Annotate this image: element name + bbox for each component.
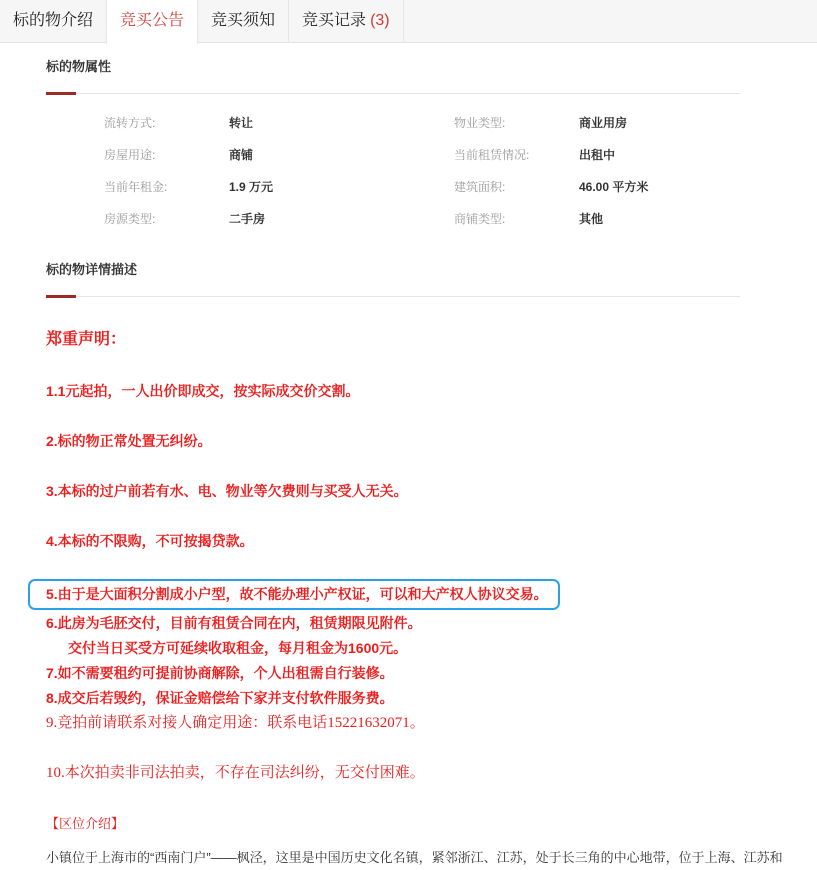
attr-value: 二手房: [229, 211, 266, 226]
tab-auction-announcement[interactable]: 竞买公告: [106, 0, 198, 44]
tab-bid-records-count: (3): [370, 12, 390, 29]
location-section-heading: 【区位介绍】: [46, 816, 125, 831]
attr-label: 流转方式:: [104, 115, 156, 130]
attributes-section-title: 标的物属性: [46, 59, 112, 74]
declaration-item-1: 1.1元起拍，一人出价即成交，按实际成交价交割。: [46, 383, 360, 399]
attr-label: 当前租赁情况:: [454, 147, 530, 162]
table-row: [104, 202, 817, 234]
attr-label: 建筑面积:: [454, 179, 506, 194]
attr-value: 1.9 万元: [229, 179, 274, 194]
table-row: [104, 170, 817, 202]
declaration-item-7: 7.如不需要租约可提前协商解除，个人出租需自行装修。: [46, 665, 394, 681]
attr-value: 商业用房: [579, 115, 628, 130]
attr-label: 房源类型:: [104, 211, 156, 226]
table-row: [104, 138, 817, 170]
attr-current-lease-status: [454, 146, 804, 163]
tab-bar: [0, 0, 817, 43]
attr-value: 转让: [229, 115, 254, 130]
attr-annual-rent: [104, 178, 454, 195]
attr-property-type: [454, 114, 804, 131]
attr-label: 商铺类型:: [454, 211, 506, 226]
attr-value: 其他: [579, 211, 604, 226]
section-divider-accent: [46, 295, 76, 298]
declaration-list: [46, 327, 817, 836]
section-divider: [46, 296, 740, 297]
declaration-item-3: 3.本标的过户前若有水、电、物业等欠费则与买受人无关。: [46, 483, 408, 499]
section-divider-accent: [46, 92, 76, 95]
declaration-item-2: 2.标的物正常处置无纠纷。: [46, 433, 212, 449]
declaration-heading: 郑重声明：: [46, 331, 127, 348]
attr-value: 商铺: [229, 147, 254, 162]
attr-label: 房屋用途:: [104, 147, 156, 162]
tab-bid-records-label: 竞买记录: [302, 12, 367, 29]
declaration-item-6-continued: 交付当日买受方可延续收取租金，每月租金为1600元。: [68, 640, 408, 656]
attr-house-usage: [104, 146, 454, 163]
section-divider: [46, 93, 740, 94]
tab-bidding-instructions[interactable]: 竞买须知: [198, 0, 289, 43]
description-section-title: 标的物详情描述: [46, 262, 138, 277]
declaration-item-8: 8.成交后若毁约，保证金赔偿给下家并支付软件服务费。: [46, 690, 394, 706]
declaration-item-9: 9.竞拍前请联系对接人确定用途：联系电话15221632071。: [46, 715, 425, 731]
attr-building-area: [454, 178, 804, 195]
attributes-table: [104, 106, 817, 234]
declaration-item-10: 10.本次拍卖非司法拍卖，不存在司法纠纷，无交付困难。: [46, 765, 425, 781]
table-row: [104, 106, 817, 138]
attr-transfer-method: [104, 114, 454, 131]
attr-label: 当前年租金:: [104, 179, 168, 194]
attr-shop-type: [454, 210, 804, 227]
attr-listing-type: [104, 210, 454, 227]
main-content: [0, 43, 817, 870]
tab-item-introduction[interactable]: 标的物介绍: [0, 0, 107, 43]
declaration-item-6: 6.此房为毛胚交付，目前有租赁合同在内，租赁期限见附件。: [46, 615, 422, 631]
attr-label: 物业类型:: [454, 115, 506, 130]
declaration-item-5: 5.由于是大面积分割成小户型，故不能办理小产权证，可以和大产权人协议交易。: [46, 586, 548, 602]
declaration-item-4: 4.本标的不限购，不可按揭贷款。: [46, 533, 254, 549]
attr-value: 出租中: [579, 147, 616, 162]
location-paragraph: 小镇位于上海市的“西南门户”——枫泾，这里是中国历史文化名镇，紧邻浙江、江苏，处于长三角的中心地带，位于上海、江苏和: [46, 850, 783, 865]
highlight-box: [28, 579, 560, 610]
attr-value: 46.00 平方米: [579, 179, 649, 194]
tab-bid-records[interactable]: [289, 0, 404, 43]
